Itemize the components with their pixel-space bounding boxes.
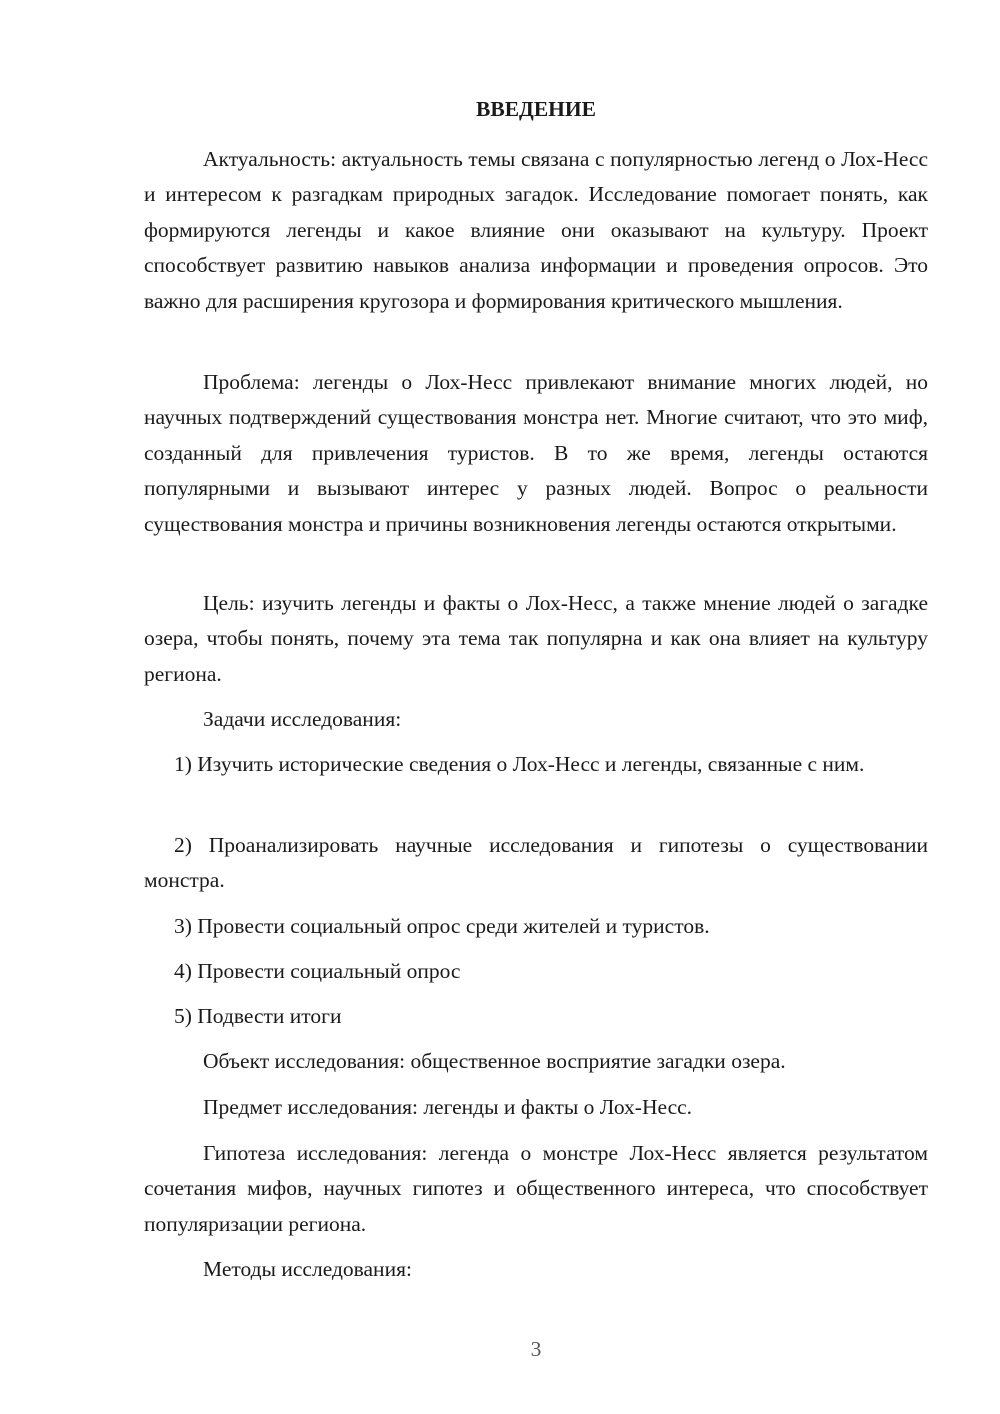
paragraph-goal: Цель: изучить легенды и факты о Лох-Несс, а также мнение людей о загадке озера, чтобы понять, почему эта тема так популярна и как она влияет на культуру региона. <box>144 591 928 686</box>
page-title: ВВЕДЕНИЕ <box>476 97 596 121</box>
paragraph-problem: Проблема: легенды о Лох-Несс привлекают внимание многих людей, но научных подтверждений существования монстра нет. Многие считают, что это миф, созданный для привлечения туристов. В то же время, легенды остаются популярными и вызывают интерес у разных людей. Вопрос о реальности существования монстра и причины возникновения легенды остаются открытыми. <box>144 370 928 536</box>
task-item-2: 2) Проанализировать научные исследования и гипотезы о существовании монстра. <box>144 833 928 893</box>
paragraph-object: Объект исследования: общественное восприятие загадки озера. <box>203 1049 786 1073</box>
paragraph-hypothesis: Гипотеза исследования: легенда о монстре Лох-Несс является результатом сочетания мифов, научных гипотез и общественного интереса, что способствует популяризации региона. <box>144 1141 928 1236</box>
task-item-1: 1) Изучить исторические сведения о Лох-Несс и легенды, связанные с ним. <box>174 752 865 776</box>
paragraph-subject: Предмет исследования: легенды и факты о Лох-Несс. <box>203 1095 693 1119</box>
task-item-3: 3) Провести социальный опрос среди жителей и туристов. <box>174 914 710 938</box>
task-item-4: 4) Провести социальный опрос <box>174 959 461 983</box>
tasks-heading: Задачи исследования: <box>203 707 402 731</box>
methods-heading: Методы исследования: <box>203 1257 412 1281</box>
paragraph-relevance: Актуальность: актуальность темы связана с популярностью легенд о Лох-Несс и интересом к разгадкам природных загадок. Исследование помогает понять, как формируются легенды и какое влияние они оказывают на культуру. Проект способствует развитию навыков анализа информации и проведения опросов. Это важно для расширения кругозора и формирования критического мышления. <box>144 147 928 313</box>
task-item-5: 5) Подвести итоги <box>174 1004 342 1028</box>
page-number: 3 <box>530 1337 542 1361</box>
